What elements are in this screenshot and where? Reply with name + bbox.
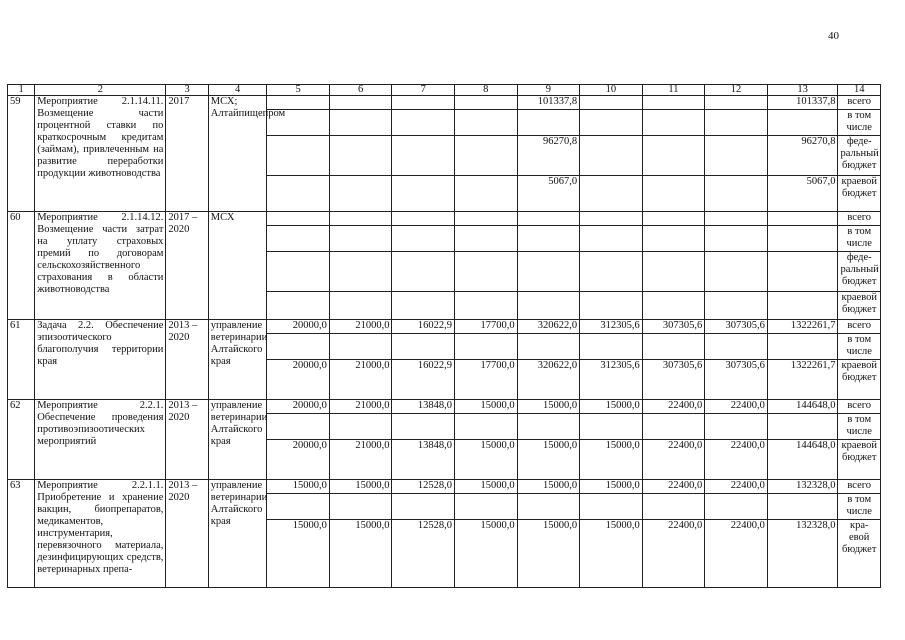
amount-cell xyxy=(580,494,643,520)
amount-cell xyxy=(455,176,518,212)
header-cell: 1 xyxy=(8,85,35,96)
amount-cell xyxy=(517,252,580,292)
page-number: 40 xyxy=(828,30,839,42)
amount-cell xyxy=(642,334,705,360)
period-cell: 2013 – 2020 xyxy=(166,480,208,588)
amount-cell xyxy=(642,494,705,520)
amount-cell: 15000,0 xyxy=(267,480,330,494)
amount-cell xyxy=(767,494,838,520)
header-cell: 11 xyxy=(642,85,705,96)
amount-cell xyxy=(329,136,392,176)
amount-cell xyxy=(705,334,768,360)
amount-cell: 15000,0 xyxy=(517,400,580,414)
amount-cell: 22400,0 xyxy=(642,440,705,480)
amount-cell xyxy=(580,96,643,110)
amount-cell: 17700,0 xyxy=(455,320,518,334)
amount-cell: 144648,0 xyxy=(767,400,838,414)
measure-description-cell: Мероприятие 2.1.14.12. Возмещение части затрат на уплату страховых премий по договорам сельскохозяйственного страхования в области животноводства xyxy=(35,212,166,320)
amount-cell xyxy=(329,96,392,110)
amount-cell xyxy=(267,334,330,360)
amount-cell xyxy=(267,212,330,226)
funding-source-cell: в том числе xyxy=(838,494,881,520)
amount-cell xyxy=(767,226,838,252)
amount-cell: 1322261,7 xyxy=(767,360,838,400)
table-row xyxy=(8,400,881,414)
header-cell: 10 xyxy=(580,85,643,96)
amount-cell xyxy=(329,292,392,320)
amount-cell xyxy=(329,414,392,440)
row-number-cell: 63 xyxy=(8,480,35,588)
amount-cell xyxy=(455,136,518,176)
amount-cell: 15000,0 xyxy=(517,440,580,480)
funding-source-cell: в том числе xyxy=(838,334,881,360)
amount-cell: 21000,0 xyxy=(329,320,392,334)
amount-cell xyxy=(517,292,580,320)
amount-cell: 15000,0 xyxy=(580,520,643,588)
amount-cell xyxy=(705,414,768,440)
header-cell: 14 xyxy=(838,85,881,96)
amount-cell xyxy=(767,212,838,226)
amount-cell xyxy=(642,136,705,176)
amount-cell xyxy=(455,414,518,440)
amount-cell: 307305,6 xyxy=(705,320,768,334)
amount-cell xyxy=(267,414,330,440)
amount-cell: 21000,0 xyxy=(329,400,392,414)
amount-cell: 22400,0 xyxy=(705,480,768,494)
amount-cell xyxy=(329,252,392,292)
header-cell: 2 xyxy=(35,85,166,96)
row-number-cell: 62 xyxy=(8,400,35,480)
funding-source-cell: краевой бюджет xyxy=(838,176,881,212)
amount-cell: 307305,6 xyxy=(642,320,705,334)
period-cell: 2013 – 2020 xyxy=(166,320,208,400)
table-row xyxy=(8,480,881,494)
amount-cell xyxy=(642,252,705,292)
amount-cell xyxy=(455,212,518,226)
header-row xyxy=(8,85,881,96)
amount-cell: 17700,0 xyxy=(455,360,518,400)
funding-source-cell: краевой бюджет xyxy=(838,360,881,400)
amount-cell: 13848,0 xyxy=(392,400,455,414)
funding-source-cell: в том числе xyxy=(838,110,881,136)
amount-cell xyxy=(767,110,838,136)
amount-cell: 22400,0 xyxy=(642,480,705,494)
header-cell: 7 xyxy=(392,85,455,96)
amount-cell xyxy=(580,414,643,440)
amount-cell xyxy=(329,176,392,212)
amount-cell xyxy=(767,292,838,320)
amount-cell xyxy=(455,334,518,360)
amount-cell xyxy=(392,494,455,520)
funding-source-cell: всего xyxy=(838,400,881,414)
table-body xyxy=(8,85,881,588)
amount-cell xyxy=(267,292,330,320)
amount-cell: 132328,0 xyxy=(767,520,838,588)
amount-cell: 320622,0 xyxy=(517,320,580,334)
amount-cell: 15000,0 xyxy=(267,520,330,588)
amount-cell xyxy=(580,212,643,226)
amount-cell xyxy=(517,334,580,360)
header-cell: 8 xyxy=(455,85,518,96)
amount-cell xyxy=(517,212,580,226)
funding-source-cell: всего xyxy=(838,96,881,110)
amount-cell xyxy=(580,252,643,292)
amount-cell: 312305,6 xyxy=(580,360,643,400)
amount-cell xyxy=(580,292,643,320)
amount-cell: 96270,8 xyxy=(517,136,580,176)
amount-cell xyxy=(392,414,455,440)
executor-cell: МСХ xyxy=(208,212,267,320)
amount-cell: 20000,0 xyxy=(267,320,330,334)
amount-cell: 20000,0 xyxy=(267,400,330,414)
table-row xyxy=(8,212,881,226)
amount-cell xyxy=(455,96,518,110)
amount-cell: 144648,0 xyxy=(767,440,838,480)
amount-cell: 22400,0 xyxy=(705,440,768,480)
amount-cell: 101337,8 xyxy=(767,96,838,110)
amount-cell: 15000,0 xyxy=(580,480,643,494)
amount-cell xyxy=(705,212,768,226)
amount-cell xyxy=(267,176,330,212)
amount-cell xyxy=(392,96,455,110)
amount-cell xyxy=(642,226,705,252)
amount-cell: 15000,0 xyxy=(455,480,518,494)
amount-cell xyxy=(517,494,580,520)
header-cell: 13 xyxy=(767,85,838,96)
amount-cell xyxy=(767,414,838,440)
amount-cell: 13848,0 xyxy=(392,440,455,480)
amount-cell: 20000,0 xyxy=(267,440,330,480)
amount-cell xyxy=(517,414,580,440)
amount-cell: 20000,0 xyxy=(267,360,330,400)
measure-description-cell: Мероприятие 2.2.1.1. Приобретение и хранение вакцин, биопрепаратов, медикаментов, инструментария, перевязочного материала, дезинфицирующих средств, ветеринарных препа- xyxy=(35,480,166,588)
amount-cell xyxy=(267,226,330,252)
amount-cell xyxy=(580,334,643,360)
amount-cell: 15000,0 xyxy=(580,440,643,480)
amount-cell xyxy=(767,252,838,292)
amount-cell xyxy=(642,96,705,110)
amount-cell xyxy=(267,494,330,520)
amount-cell xyxy=(455,252,518,292)
amount-cell xyxy=(580,110,643,136)
amount-cell xyxy=(517,110,580,136)
header-cell: 9 xyxy=(517,85,580,96)
amount-cell: 21000,0 xyxy=(329,360,392,400)
table-row xyxy=(8,320,881,334)
amount-cell xyxy=(392,110,455,136)
amount-cell xyxy=(705,226,768,252)
amount-cell xyxy=(329,110,392,136)
amount-cell xyxy=(705,96,768,110)
amount-cell: 1322261,7 xyxy=(767,320,838,334)
amount-cell: 5067,0 xyxy=(517,176,580,212)
amount-cell: 96270,8 xyxy=(767,136,838,176)
amount-cell: 21000,0 xyxy=(329,440,392,480)
amount-cell: 320622,0 xyxy=(517,360,580,400)
amount-cell: 15000,0 xyxy=(455,400,518,414)
funding-source-cell: всего xyxy=(838,212,881,226)
funding-source-cell: краевой бюджет xyxy=(838,292,881,320)
row-number-cell: 61 xyxy=(8,320,35,400)
amount-cell xyxy=(329,334,392,360)
amount-cell: 101337,8 xyxy=(517,96,580,110)
measure-description-cell: Задача 2.2. Обеспечение эпизоотического благополучия территории края xyxy=(35,320,166,400)
funding-source-cell: кра-евой бюджет xyxy=(838,520,881,588)
amount-cell xyxy=(642,110,705,136)
amount-cell xyxy=(705,176,768,212)
amount-cell xyxy=(329,494,392,520)
header-cell: 6 xyxy=(329,85,392,96)
measure-description-cell: Мероприятие 2.2.1. Обеспечение проведения противоэпизоотических мероприятий xyxy=(35,400,166,480)
amount-cell xyxy=(705,292,768,320)
amount-cell xyxy=(705,136,768,176)
amount-cell xyxy=(705,110,768,136)
amount-cell: 16022,9 xyxy=(392,320,455,334)
funding-source-cell: феде-ральный бюджет xyxy=(838,252,881,292)
header-cell: 3 xyxy=(166,85,208,96)
funding-source-cell: в том числе xyxy=(838,414,881,440)
amount-cell xyxy=(642,292,705,320)
amount-cell: 15000,0 xyxy=(455,440,518,480)
executor-cell: управление ветеринарии Алтайского края xyxy=(208,320,267,400)
amount-cell xyxy=(767,334,838,360)
amount-cell xyxy=(455,110,518,136)
amount-cell: 307305,6 xyxy=(705,360,768,400)
amount-cell xyxy=(580,136,643,176)
amount-cell: 132328,0 xyxy=(767,480,838,494)
header-cell: 12 xyxy=(705,85,768,96)
amount-cell: 5067,0 xyxy=(767,176,838,212)
executor-cell: управление ветеринарии Алтайского края xyxy=(208,480,267,588)
amount-cell xyxy=(329,212,392,226)
amount-cell xyxy=(392,252,455,292)
period-cell: 2017 – 2020 xyxy=(166,212,208,320)
amount-cell xyxy=(267,136,330,176)
amount-cell: 15000,0 xyxy=(455,520,518,588)
amount-cell: 312305,6 xyxy=(580,320,643,334)
amount-cell xyxy=(642,414,705,440)
amount-cell xyxy=(455,494,518,520)
amount-cell: 22400,0 xyxy=(705,400,768,414)
table-row xyxy=(8,96,881,110)
amount-cell: 12528,0 xyxy=(392,480,455,494)
measure-description-cell: Мероприятие 2.1.14.11. Возмещение части процентной ставки по краткосрочным кредитам (займам), привлеченным на развитие переработки продукции животноводства xyxy=(35,96,166,212)
amount-cell xyxy=(329,226,392,252)
amount-cell xyxy=(580,226,643,252)
period-cell: 2017 xyxy=(166,96,208,212)
amount-cell xyxy=(705,252,768,292)
funding-source-cell: краевой бюджет xyxy=(838,440,881,480)
executor-cell: МСХ; Алтайпищепром xyxy=(208,96,267,212)
funding-source-cell: феде-ральный бюджет xyxy=(838,136,881,176)
amount-cell xyxy=(642,176,705,212)
amount-cell xyxy=(642,212,705,226)
amount-cell xyxy=(705,494,768,520)
program-table xyxy=(7,84,881,588)
amount-cell: 307305,6 xyxy=(642,360,705,400)
amount-cell: 22400,0 xyxy=(642,400,705,414)
amount-cell xyxy=(455,292,518,320)
amount-cell: 15000,0 xyxy=(329,480,392,494)
amount-cell: 15000,0 xyxy=(329,520,392,588)
amount-cell xyxy=(392,334,455,360)
amount-cell xyxy=(392,212,455,226)
amount-cell xyxy=(517,226,580,252)
amount-cell: 15000,0 xyxy=(580,400,643,414)
amount-cell xyxy=(392,176,455,212)
amount-cell: 15000,0 xyxy=(517,480,580,494)
header-cell: 4 xyxy=(208,85,267,96)
amount-cell xyxy=(267,252,330,292)
amount-cell: 22400,0 xyxy=(642,520,705,588)
amount-cell: 15000,0 xyxy=(517,520,580,588)
funding-source-cell: в том числе xyxy=(838,226,881,252)
amount-cell: 12528,0 xyxy=(392,520,455,588)
amount-cell xyxy=(455,226,518,252)
funding-source-cell: всего xyxy=(838,480,881,494)
funding-source-cell: всего xyxy=(838,320,881,334)
executor-cell: управление ветеринарии Алтайского края xyxy=(208,400,267,480)
header-cell: 5 xyxy=(267,85,330,96)
row-number-cell: 59 xyxy=(8,96,35,212)
amount-cell: 16022,9 xyxy=(392,360,455,400)
row-number-cell: 60 xyxy=(8,212,35,320)
amount-cell xyxy=(392,136,455,176)
amount-cell xyxy=(580,176,643,212)
amount-cell xyxy=(392,226,455,252)
amount-cell: 22400,0 xyxy=(705,520,768,588)
period-cell: 2013 – 2020 xyxy=(166,400,208,480)
amount-cell xyxy=(392,292,455,320)
